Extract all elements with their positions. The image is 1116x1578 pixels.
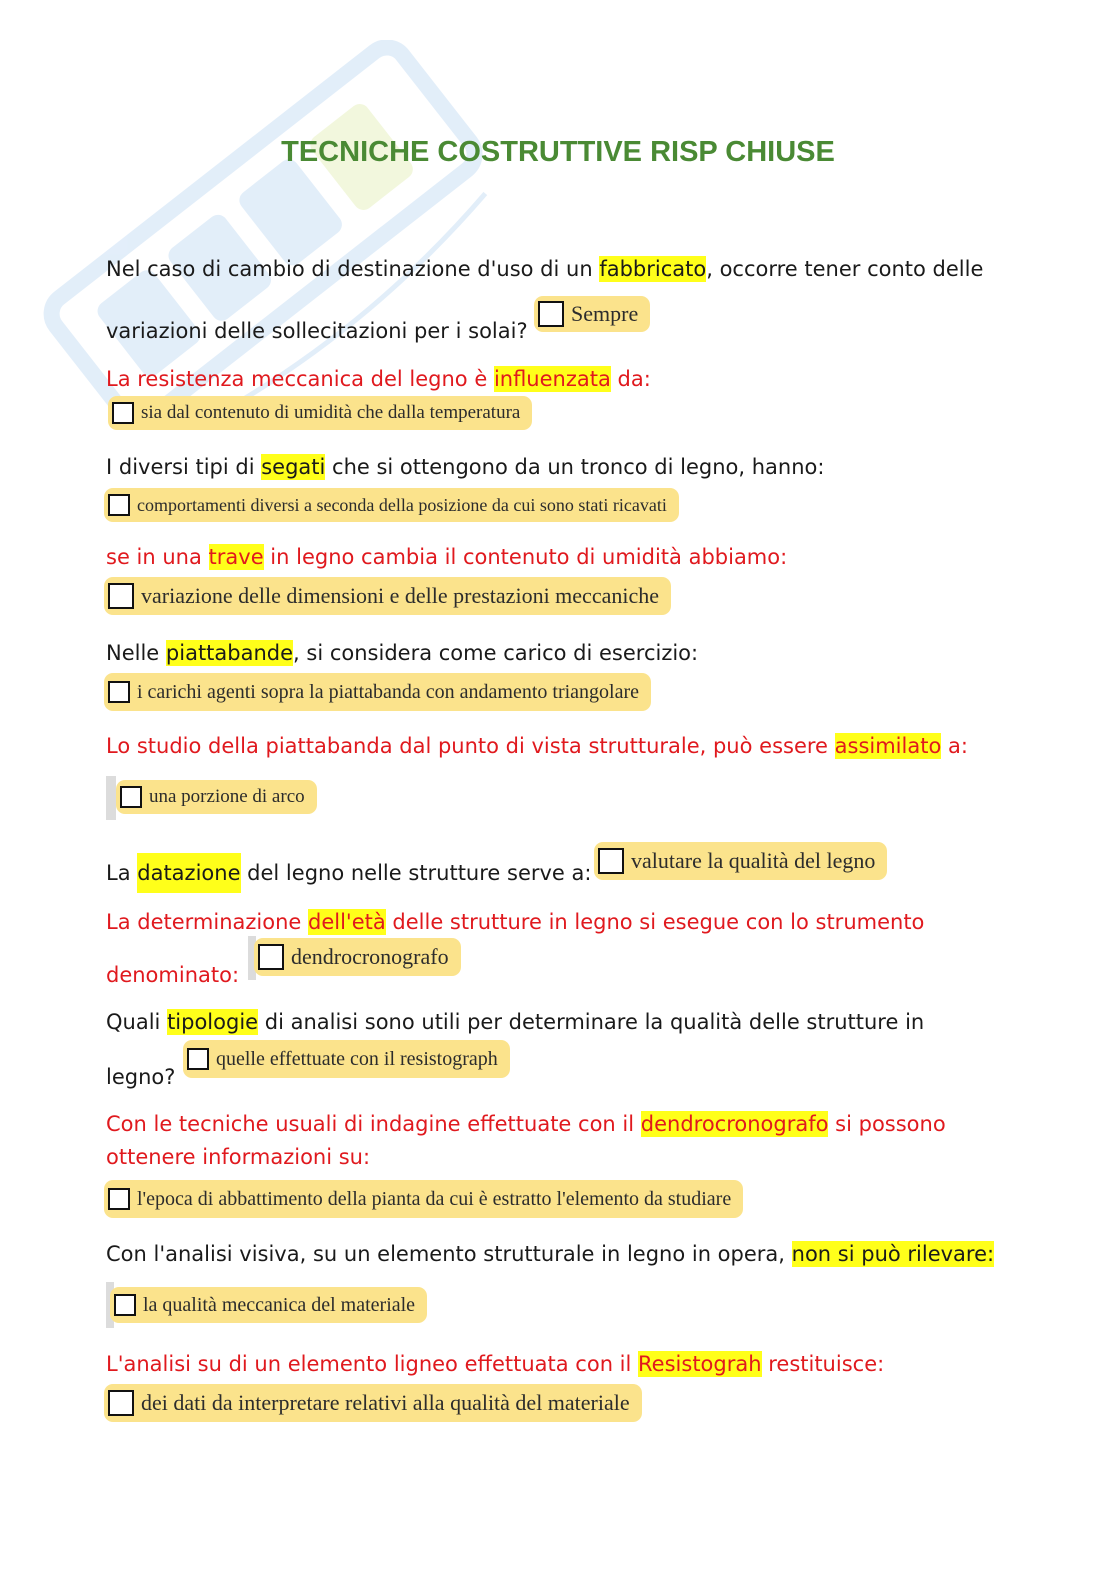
answer-2: sia dal contenuto di umidità che dalla temperatura [108,396,532,430]
question-9: Quali tipologie di analisi sono utili per determinare la qualità delle strutture in [106,1010,925,1034]
checkbox[interactable] [120,786,142,808]
question-2: La resistenza meccanica del legno è influenzata da: [106,367,651,391]
answer-10: l'epoca di abbattimento della pianta da cui è estratto l'elemento da studiare [104,1180,743,1218]
question-11: Con l'analisi visiva, su un elemento strutturale in legno in opera, non si può rilevare: [106,1242,995,1266]
answer-11: la qualità meccanica del materiale [110,1287,427,1323]
answer-4: variazione delle dimensioni e delle prestazioni meccaniche [104,577,671,615]
question-1-cont: variazioni delle sollecitazioni per i solai? [106,319,528,343]
question-1: Nel caso di cambio di destinazione d'uso di un fabbricato, occorre tener conto delle [106,257,984,281]
question-7: La datazione del legno nelle strutture serve a: [106,860,591,886]
checkbox[interactable] [108,583,134,609]
question-3: I diversi tipi di segati che si ottengono da un tronco di legno, hanno: [106,455,825,479]
highlight: tipologie [167,1010,259,1034]
highlight: datazione [137,853,240,893]
checkbox[interactable] [112,402,134,424]
question-8: La determinazione dell'età delle strutture in legno si esegue con lo strumento [106,910,925,934]
highlight: trave [208,545,264,569]
checkbox[interactable] [114,1294,136,1316]
checkbox[interactable] [538,301,564,327]
answer-12: dei dati da interpretare relativi alla qualità del materiale [104,1384,642,1422]
answer-1: Sempre [534,296,650,332]
grey-tab [106,776,116,820]
question-10: Con le tecniche usuali di indagine effettuate con il dendrocronografo si possono [106,1112,946,1136]
highlight: assimilato [834,734,942,758]
checkbox[interactable] [108,494,130,516]
page-title: TECNICHE COSTRUTTIVE RISP CHIUSE [281,136,835,168]
answer-3: comportamenti diversi a seconda della posizione da cui sono stati ricavati [104,488,679,522]
highlight: dell'età [308,910,386,934]
question-12: L'analisi su di un elemento ligneo effettuata con il Resistograh restituisce: [106,1352,885,1376]
checkbox[interactable] [108,681,130,703]
answer-9: quelle effettuate con il resistograph [183,1040,510,1078]
highlight: fabbricato [599,257,707,281]
checkbox[interactable] [108,1390,134,1416]
answer-8: dendrocronografo [254,938,461,976]
answer-6: una porzione di arco [116,780,317,814]
highlight: dendrocronografo [640,1112,829,1136]
highlight: piattabande [165,641,294,665]
checkbox[interactable] [187,1048,209,1070]
answer-5: i carichi agenti sopra la piattabanda con andamento triangolare [104,673,651,711]
question-5: Nelle piattabande, si considera come carico di esercizio: [106,641,699,665]
checkbox[interactable] [598,848,624,874]
question-8-cont: denominato: [106,963,240,987]
question-6: Lo studio della piattabanda dal punto di vista strutturale, può essere assimilato a: [106,734,968,758]
answer-7: valutare la qualità del legno [594,842,887,880]
highlight: Resistograh [638,1352,762,1376]
question-10-cont: ottenere informazioni su: [106,1145,371,1169]
question-4: se in una trave in legno cambia il contenuto di umidità abbiamo: [106,545,788,569]
watermark-logo [20,40,500,420]
checkbox[interactable] [108,1188,130,1210]
highlight: non si può rilevare: [791,1242,995,1266]
question-9-cont: legno? [106,1065,176,1089]
highlight: influenzata [493,367,611,391]
highlight: segati [261,455,326,479]
checkbox[interactable] [258,944,284,970]
